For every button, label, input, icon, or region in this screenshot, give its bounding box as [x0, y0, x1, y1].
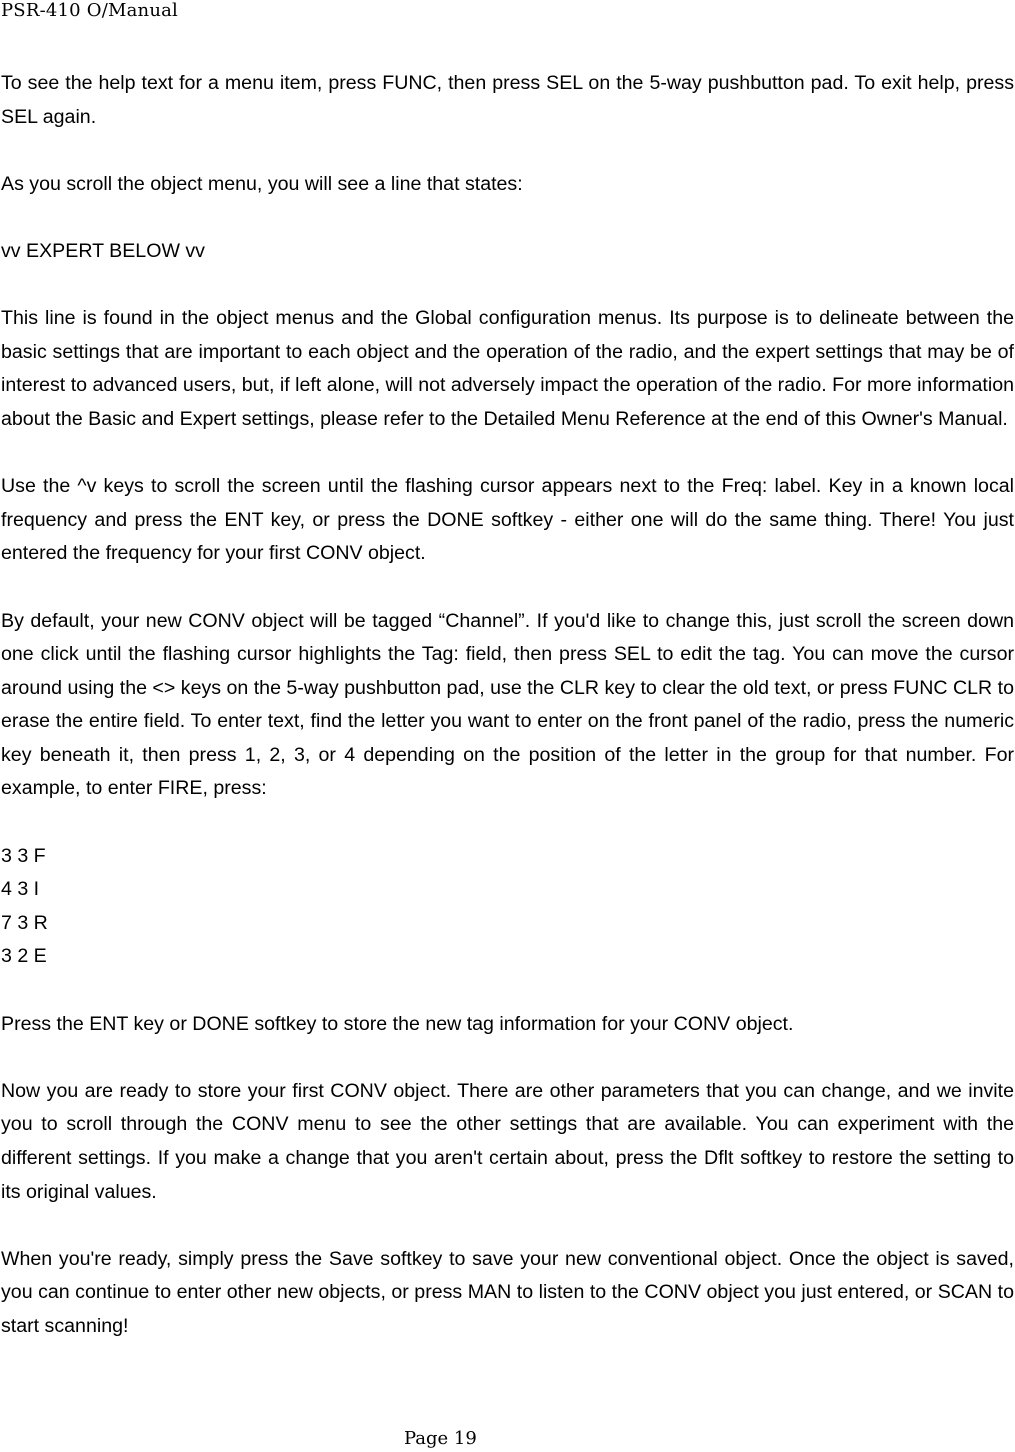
manual-body	[1, 67, 1014, 1377]
paragraph-store-tag: Press the ENT key or DONE softkey to store the new tag information for your CONV object.	[1, 1012, 794, 1035]
key-sequence-item: 7 3 R	[1, 911, 48, 934]
key-sequence-item: 3 3 F	[1, 844, 46, 867]
key-sequence-item: 4 3 I	[1, 878, 40, 901]
page-number: Page 19	[404, 1428, 477, 1449]
expert-below-line: vv EXPERT BELOW vv	[1, 239, 205, 262]
paragraph-save-object: When you're ready, simply press the Save softkey to save your new conventional object. Once the object is saved, you can continue to enter other new objects, or press MAN to listen to the CONV object you just entered, or SCAN to start scanning!	[1, 1247, 1014, 1337]
key-sequence-item: 3 2 E	[1, 945, 47, 968]
paragraph-tag-editing: By default, your new CONV object will be tagged “Channel”. If you'd like to change this, just scroll the screen down one click until the flashing cursor highlights the Tag: field, then press SEL to edit the tag. You can move the cursor around using the <> keys on the 5-way pushbutton pad, use the CLR key to clear the old text, or press FUNC CLR to erase the entire field. To enter text, find the letter you want to enter on the front panel of the radio, press the numeric key beneath it, then press 1, 2, 3, or 4 depending on the position of the letter in the group for that number. For example, to enter FIRE, press:	[1, 609, 1014, 800]
paragraph-expert-explanation: This line is found in the object menus and the Global configuration menus. Its purpose is to delineate between the basic settings that are important to each object and the operation of the radio, and the expert settings that may be of interest to advanced users, but, if left alone, will not adversely impact the operation of the radio. For more information about the Basic and Expert settings, please refer to the Detailed Menu Reference at the end of this Owner's Manual.	[1, 307, 1014, 430]
paragraph-store-object: Now you are ready to store your first CONV object. There are other parameters that you can change, and we invite you to scroll through the CONV menu to see the other settings that are available. You can experiment with the different settings. If you make a change that you aren't certain about, press the Dflt softkey to restore the setting to its original values.	[1, 1079, 1014, 1203]
page-header: PSR-410 O/Manual	[1, 0, 179, 21]
paragraph-help-text: To see the help text for a menu item, press FUNC, then press SEL on the 5-way pushbutton pad. To exit help, press SEL again.	[1, 72, 1014, 128]
paragraph-frequency-entry: Use the ^v keys to scroll the screen until the flashing cursor appears next to the Freq: label. Key in a known local frequency and press the ENT key, or press the DONE softkey - either one will do the same thing. There! You just entered the frequency for your first CONV object.	[1, 475, 1014, 565]
paragraph-scroll-note: As you scroll the object menu, you will see a line that states:	[1, 172, 523, 195]
key-sequence-list	[1, 840, 1014, 974]
